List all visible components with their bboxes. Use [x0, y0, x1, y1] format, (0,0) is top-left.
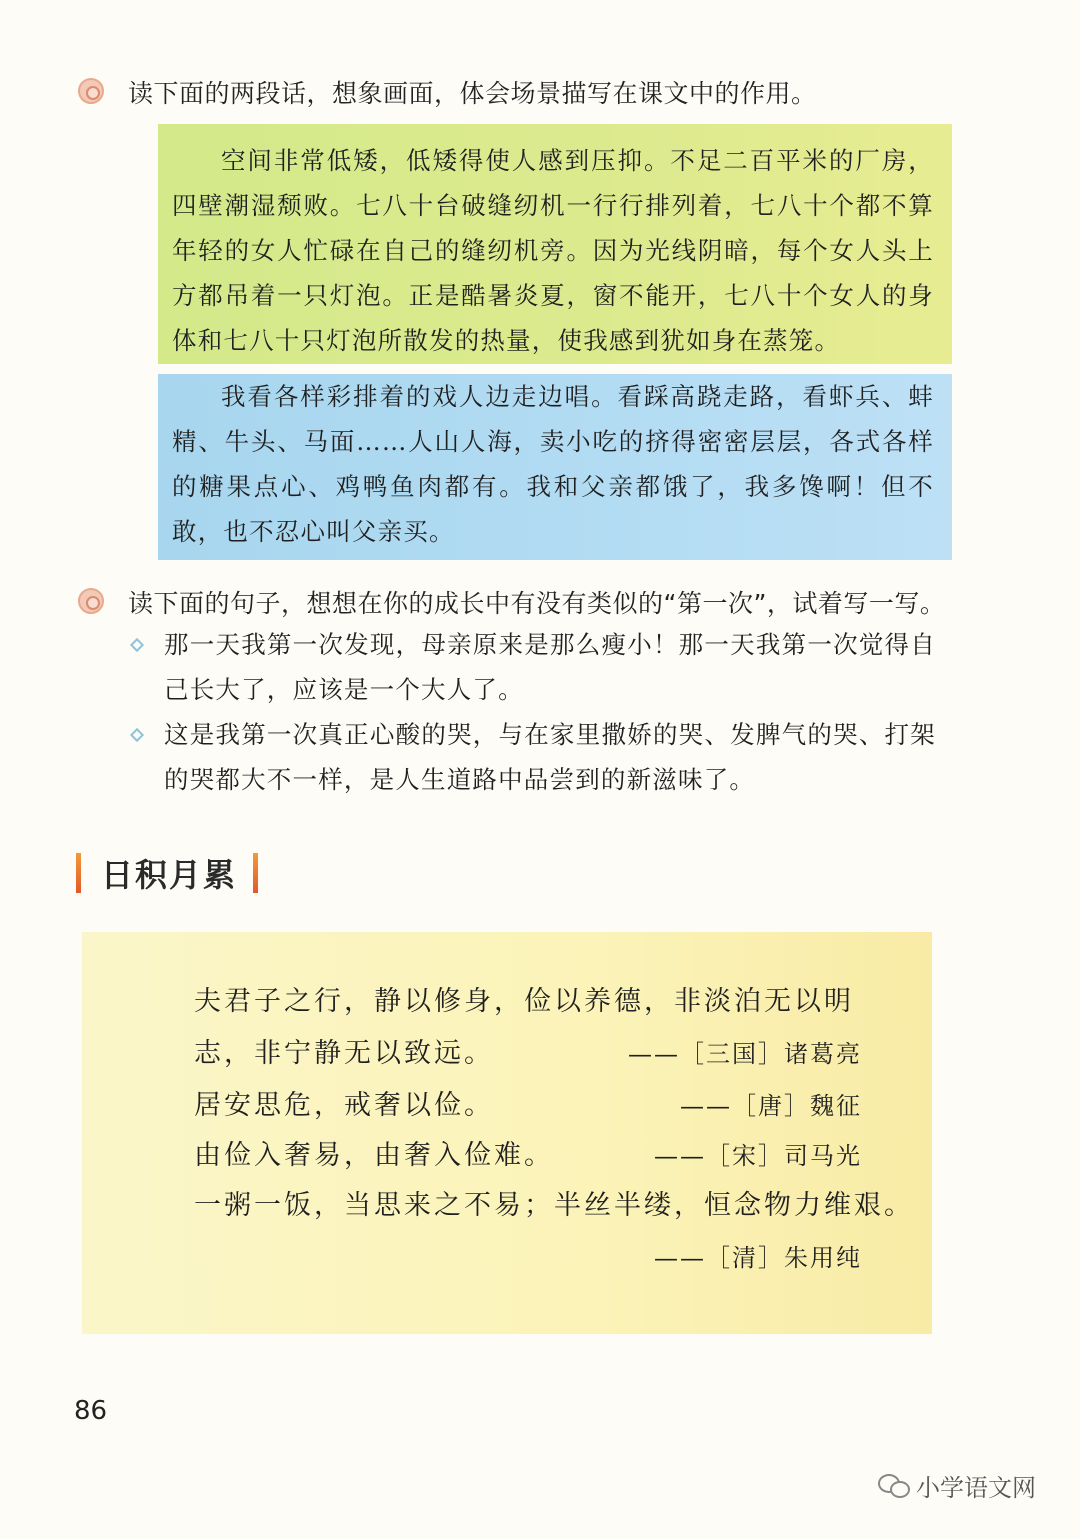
quote-4-line-1: 一粥一饭，当思来之不易；半丝半缕，恒念物力维艰。 — [194, 1190, 914, 1221]
quote-2-attribution: ——［唐］魏征 — [680, 1092, 862, 1120]
passage-box-2 — [158, 374, 952, 560]
quote-1-line-2: 志，非宁静无以致远。 — [194, 1038, 494, 1069]
exercise-2-instruction: 读下面的句子，想想在你的成长中有没有类似的“第一次”，试着写一写。 — [128, 589, 946, 618]
quote-2-line-1: 居安思危，戒奢以俭。 — [194, 1090, 494, 1121]
passage-2-text: 我看各样彩排着的戏人边走边唱。看踩高跷走路，看虾兵、蚌精、牛头、马面……人山人海，卖小吃的挤得密密层层，各式各样的糖果点心、鸡鸭鱼肉都有。我和父亲都饿了，我多馋啊！但不敢，也不忍心叫父亲买。 — [172, 382, 934, 546]
exercise-1-instruction: 读下面的两段话，想象画面，体会场景描写在课文中的作用。 — [128, 79, 817, 108]
quotes-box — [82, 932, 932, 1334]
passage-1-text: 空间非常低矮，低矮得使人感到压抑。不足二百平米的厂房，四壁潮湿颓败。七八十台破缝纫机一行行排列着，七八十个都不算年轻的女人忙碌在自己的缝纫机旁。因为光线阴暗，每个女人头上方都吊着一只灯泡。正是酷暑炎夏，窗不能开，七八十个女人的身体和七八十只灯泡所散发的热量，使我感到犹如身在蒸笼。 — [172, 146, 934, 355]
example-sentence-2: 这是我第一次真正心酸的哭，与在家里撒娇的哭、发脾气的哭、打架的哭都大不一样，是人生道路中品尝到的新滋味了。 — [164, 720, 936, 794]
heading-bar-left — [76, 853, 81, 893]
exercise-bullet-icon — [78, 588, 104, 614]
heading-bar-right — [253, 853, 258, 893]
wechat-icon — [878, 1474, 910, 1498]
quote-4-attribution: ——［清］朱用纯 — [654, 1244, 862, 1272]
page-number: 86 — [74, 1396, 108, 1426]
diamond-bullet-icon — [130, 728, 144, 742]
watermark — [878, 1468, 1036, 1503]
quote-1-line-1: 夫君子之行，静以修身，俭以养德，非淡泊无以明 — [194, 986, 854, 1017]
quote-3-line-1: 由俭入奢易，由奢入俭难。 — [194, 1140, 554, 1171]
section-title: 日积月累 — [101, 856, 238, 894]
quote-4 — [194, 1180, 914, 1232]
exercise-bullet-icon — [78, 78, 104, 104]
example-sentence-1: 那一天我第一次发现，母亲原来是那么瘦小！那一天我第一次觉得自己长大了，应该是一个大人了。 — [164, 630, 936, 704]
quote-3-attribution: ——［宋］司马光 — [654, 1142, 862, 1170]
watermark-text: 小学语文网 — [916, 1474, 1036, 1502]
passage-box-1 — [158, 124, 952, 364]
section-heading — [76, 850, 258, 896]
quote-1-attribution: ——［三国］诸葛亮 — [628, 1040, 862, 1068]
diamond-bullet-icon — [130, 638, 144, 652]
